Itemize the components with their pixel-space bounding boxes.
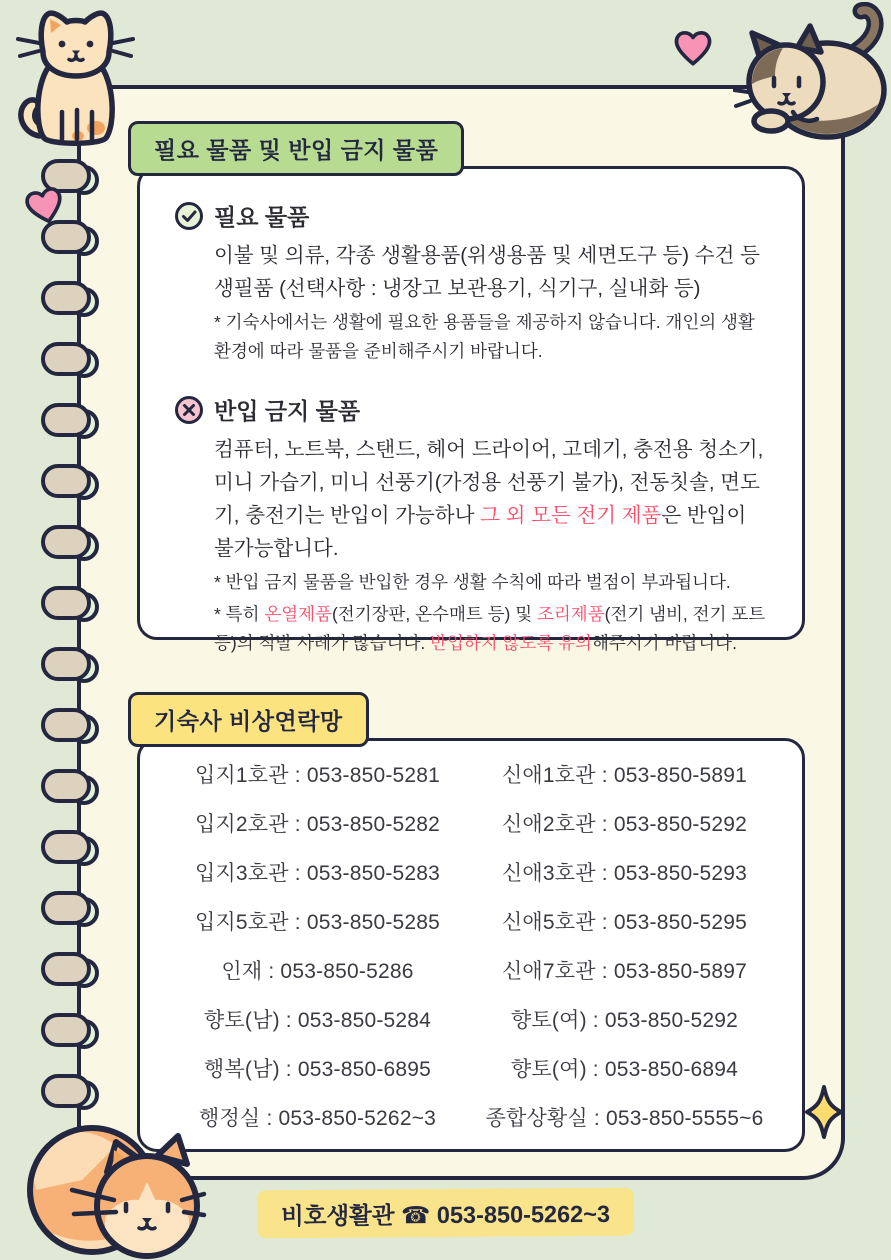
binding-pill xyxy=(41,891,91,925)
banned-items-note2: * 특히 온열제품(전기장판, 온수매트 등) 및 조리제품(전기 냄비, 전기 포트 등)의 적발 사례가 많습니다. 반입하지 않도록 유의해주시기 바랍니다. xyxy=(214,604,771,653)
contact-cell-left: 향토(남) : 053-850-5284 xyxy=(203,1008,432,1032)
needed-items-heading-row xyxy=(174,199,766,232)
heart-icon xyxy=(672,28,714,68)
banned-items-note1: * 반입 금지 물품을 반입한 경우 생활 수칙에 따라 벌점이 부과됩니다. xyxy=(214,572,731,592)
contact-cell-right: 향토(여) : 053-850-5292 xyxy=(510,1008,739,1032)
binding-hole xyxy=(41,586,101,622)
binding-pill xyxy=(41,952,91,986)
sitting-cat-illustration xyxy=(14,6,136,150)
needed-items-section xyxy=(174,199,766,366)
binding-pill xyxy=(41,769,91,803)
contact-row xyxy=(164,847,778,896)
curled-orange-cat-illustration xyxy=(10,1118,210,1260)
contact-row xyxy=(164,749,778,798)
binding-pill xyxy=(41,525,91,559)
binding-hole xyxy=(41,830,101,866)
contact-cell-left: 인재 : 053-850-5286 xyxy=(221,959,414,983)
binding-hole xyxy=(41,220,101,256)
lounging-siamese-cat-illustration xyxy=(733,2,891,142)
binding-pill xyxy=(41,464,91,498)
footer-phone-highlight: 비호생활관 ☎ 053-850-5262~3 xyxy=(257,1188,634,1239)
cross-circle-icon xyxy=(174,395,204,425)
binding-hole xyxy=(41,1013,101,1049)
banned-items-section xyxy=(174,393,775,658)
items-card xyxy=(137,166,805,653)
contact-cell-left: 행복(남) : 053-850-6895 xyxy=(203,1057,432,1081)
binding-hole xyxy=(41,342,101,378)
binding-hole xyxy=(41,891,101,927)
binding-hole xyxy=(41,769,101,805)
contact-cell-right: 향토(여) : 053-850-6894 xyxy=(510,1057,739,1081)
binding-pill xyxy=(41,1013,91,1047)
binding-hole xyxy=(41,281,101,317)
contact-row xyxy=(164,994,778,1043)
contact-cell-right: 종합상황실 : 053-850-5555~6 xyxy=(485,1106,764,1130)
contacts-card xyxy=(137,738,805,1152)
binding-pill xyxy=(41,403,91,437)
contact-cell-right: 신애2호관 : 053-850-5292 xyxy=(501,812,748,836)
contact-cell-left: 입지5호관 : 053-850-5285 xyxy=(194,910,441,934)
binding-pill xyxy=(41,281,91,315)
binding-hole xyxy=(41,647,101,683)
contact-row xyxy=(164,896,778,945)
contact-cell-left: 입지3호관 : 053-850-5283 xyxy=(194,861,441,885)
needed-items-line: 생필품 (선택사항 : 냉장고 보관용기, 식기구, 실내화 등) xyxy=(214,277,701,300)
banned-items-body: 컴퓨터, 노트북, 스탠드, 헤어 드라이어, 고데기, 충전용 청소기, 미니 가습기, 미니 선풍기(가정용 선풍기 불가), 전동칫솔, 면도기, 충전기는 반입이 가능하나 그 외 모든 전기 제품은 반입이 불가능합니다. xyxy=(214,438,775,560)
binding-pill xyxy=(41,1074,91,1108)
sparkle-icon xyxy=(804,1084,844,1140)
binding-pill xyxy=(41,647,91,681)
check-circle-icon xyxy=(174,201,204,231)
binding-hole xyxy=(41,708,101,744)
contact-cell-right: 신애7호관 : 053-850-5897 xyxy=(501,959,748,983)
needed-items-note: * 기숙사에서는 생활에 필요한 용품들을 제공하지 않습니다. 개인의 생활환경에 따라 물품을 준비해주시기 바랍니다. xyxy=(214,312,755,361)
binding-pill xyxy=(41,342,91,376)
contact-row xyxy=(164,798,778,847)
binding-hole xyxy=(41,1074,101,1110)
contact-cell-left: 행정실 : 053-850-5262~3 xyxy=(198,1106,437,1130)
contacts-section-badge: 기숙사 비상연락망 xyxy=(128,692,369,747)
binding-pill xyxy=(41,586,91,620)
contact-row xyxy=(164,1043,778,1092)
contact-cell-left: 입지2호관 : 053-850-5282 xyxy=(194,812,441,836)
binding-hole xyxy=(41,464,101,500)
contact-row xyxy=(164,945,778,994)
contact-cell-right: 신애5호관 : 053-850-5295 xyxy=(501,910,748,934)
banned-items-heading-row xyxy=(174,393,766,426)
banned-items-heading: 반입 금지 물품 xyxy=(214,398,361,424)
binding-pill xyxy=(41,830,91,864)
contact-row xyxy=(164,1092,778,1141)
needed-items-line: 이불 및 의류, 각종 생활용품(위생용품 및 세면도구 등) 수건 등 xyxy=(214,244,760,267)
contact-cell-left: 입지1호관 : 053-850-5281 xyxy=(194,763,441,787)
binding-hole xyxy=(41,403,101,439)
needed-items-heading: 필요 물품 xyxy=(214,204,310,230)
items-section-badge: 필요 물품 및 반입 금지 물품 xyxy=(128,121,464,176)
contact-cell-right: 신애1호관 : 053-850-5891 xyxy=(501,763,748,787)
binding-hole xyxy=(41,952,101,988)
binding-pill xyxy=(41,708,91,742)
contact-cell-right: 신애3호관 : 053-850-5293 xyxy=(501,861,748,885)
binding-hole xyxy=(41,525,101,561)
